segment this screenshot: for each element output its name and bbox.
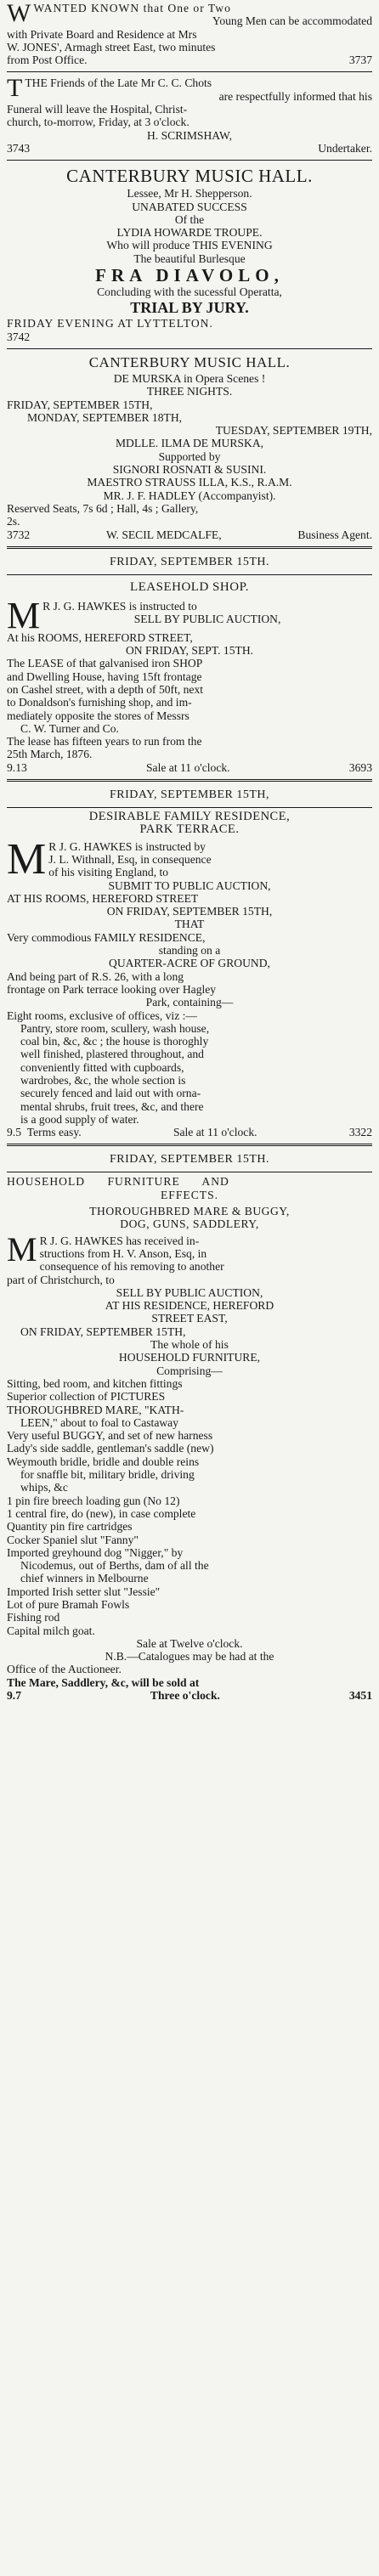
list-item: 1 central fire, do (new), in case complete [7,1506,196,1520]
divider [7,807,372,808]
singer: MDLLE. ILMA DE MURSKA, [115,437,264,450]
nb-line: N.B.—Catalogues may be had at the [105,1650,274,1664]
list-item: Capital milch goat. [7,1624,95,1637]
very-line: Very commodious FAMILY RESIDENCE, [7,930,206,944]
supported-by: Supported by [158,449,221,463]
ad-music-hall-troupe [7,165,372,343]
that-line: THAT [174,918,205,931]
ad-music-hall-murska [7,353,372,541]
body-line: The lease has fifteen years to run from the [7,735,202,749]
troupe-name: LYDIA HOWARDE TROUPE. [116,226,263,240]
sell-line: SELL BY PUBLIC AUCTION, [116,1285,263,1299]
three-nights: THREE NIGHTS. [146,385,233,398]
body-line: C. W. Turner and Co. [20,721,119,735]
ad-number: 3322 [348,1126,372,1139]
sale-title: EFFECTS. [160,1188,219,1201]
ad-number: 3737 [348,54,372,67]
rooms-line: AT HIS ROOMS, HEREFORD STREET [7,891,199,905]
comprising: Comprising— [156,1364,223,1377]
ad2-line: are respectfully informed that his [218,89,372,103]
burlesque: The beautiful Burlesque [133,251,246,265]
ad-funeral-notice [7,76,372,155]
list-item: whips, &c [20,1481,68,1494]
body-line: on Cashel street, with a depth of 50ft, next [7,682,204,696]
ad1-line: with Private Board and Residence at Mrs [7,27,197,41]
prices: Reserved Seats, 7s 6d ; Hall, 4s ; Gallery, [7,501,199,515]
agent-name: W. SECIL MEDCALFE, [105,528,222,541]
residence-line: AT HIS RESIDENCE, HEREFORD [105,1299,274,1313]
dropcap: M [7,1229,37,1268]
street-line: STREET EAST, [151,1312,228,1325]
intro-line: of his visiting England, to [48,866,169,879]
intro-line: R J. G. HAWKES is instructed by [48,839,206,853]
ad-leasehold-shop [7,553,372,774]
list-item: Imported Irish setter slut "Jessie" [7,1585,161,1598]
ad-heading: CANTERBURY MUSIC HALL. [88,353,291,370]
concluding: Concluding with the sucessful Operatta, [97,285,282,299]
eight-rooms: Eight rooms, exclusive of offices, viz :— [7,1008,197,1022]
date-tue: TUESDAY, SEPTEMBER 19TH, [215,424,372,438]
ad-family-residence [7,786,372,1138]
newspaper-column [7,0,372,1702]
body-line: and Dwelling House, having 15ft frontage [7,669,202,683]
lessee: Lessee, Mr H. Shepperson. [127,187,252,201]
will-produce: Who will produce THIS EVENING [106,239,273,252]
rooms-detail: coal bin, &c, &c ; the house is thoroghly [20,1035,209,1048]
rooms-detail: conveniently fitted with cupboards, [20,1060,184,1074]
agent-title: Business Agent. [297,528,372,541]
rooms-detail: securely fenced and laid out with orna- [20,1087,201,1100]
rooms-line: At his ROOMS, HEREFORD STREET, [7,630,193,644]
success-line: UNABATED SUCCESS [132,200,247,213]
standing-line: standing on a [158,944,221,958]
rooms-detail: Pantry, store room, scullery, wash house, [20,1021,210,1035]
body-line: frontage on Park terrace looking over Hagley [7,982,217,996]
ad-number: 3743 [7,141,31,155]
dropcap: T [7,74,23,103]
sale-title: DOG, GUNS, SADDLERY, [120,1217,259,1231]
sale-title: LEASEHOLD SHOP. [129,579,249,594]
divider [7,546,372,549]
body-line: to Donaldson's furnishing shop, and im- [7,696,192,709]
ad-code: 9.13 [7,760,27,774]
rooms-detail: well finished, plastered throughout, and [20,1048,204,1061]
body-line: And being part of R.S. 26, with a long [7,969,184,983]
divider [7,1144,372,1146]
list-item: 1 pin fire breech loading gun (No 12) [7,1494,180,1507]
list-item: Fishing rod [7,1611,60,1624]
list-item: Nicodemus, out of Berths, dam of all the [20,1559,209,1573]
divider [7,574,372,575]
dropcap: M [7,834,47,884]
ad-household-furniture [7,1150,372,1702]
ad2-line: church, to-morrow, Friday, at 3 o'clock. [7,116,190,129]
sale-title: PARK TERRACE. [139,822,240,837]
sale-title: THOROUGHBRED MARE & BUGGY, [89,1205,290,1218]
maestro: MAESTRO STRAUSS ILLA, K.S., R.A.M. [87,476,292,489]
accompanyist: MR. J. F. HADLEY (Accompanyist). [103,489,276,502]
list-item: Sitting, bed room, and kitchen fittings [7,1376,183,1390]
intro-line: part of Christchurch, to [7,1273,115,1286]
undertaker-name: H. SCRIMSHAW, [146,128,232,142]
list-item: Imported greyhound dog "Nigger," by [7,1545,184,1559]
rooms-detail: is a good supply of water. [20,1112,139,1126]
intro-line: R J. G. HAWKES is instructed to [42,599,197,613]
ad1-line: W. JONES', Armagh street East, two minutes [7,40,216,54]
show-title: FRA DIAVOLO, [95,265,284,286]
list-item: Superior collection of PICTURES [7,1390,166,1404]
ad-number: 3742 [7,330,31,343]
ad-number: 3732 [7,528,31,541]
list-item: LEEN," about to foal to Castaway [20,1415,178,1429]
household-furniture: HOUSEHOLD FURNITURE, [118,1351,261,1364]
list-item: Weymouth bridle, bridle and double reins [7,1455,200,1468]
list-item: Cocker Spaniel slut "Fanny" [7,1533,139,1546]
quarter-acre: QUARTER-ACRE OF GROUND, [109,957,270,970]
ad2-first: THE Friends of the Late Mr C. C. Chots [25,76,212,90]
undertaker-title: Undertaker. [318,141,372,155]
ad1-first: WANTED KNOWN that One or Two [33,2,231,14]
ad-wanted-known [7,2,372,66]
whole-line: The whole of his [150,1338,229,1352]
dropcap: M [7,594,41,636]
sale-time: Sale at Twelve o'clock. [136,1636,243,1650]
of-the: Of the [174,212,205,226]
ad-code: 9.5 [7,1126,21,1139]
terms: Terms easy. [26,1126,82,1139]
list-item: for snaffle bit, military bridle, driving [20,1468,195,1482]
body-line: 25th March, 1876. [7,748,93,761]
ad1-line: Young Men can be accommodated [212,14,372,28]
prices-cont: 2s. [7,515,20,528]
mare-line: The Mare, Saddlery, &c, will be sold at [7,1675,200,1689]
ad2-line: Funeral will leave the Hospital, Christ- [7,103,188,116]
divider [7,779,372,782]
intro-line: SELL BY PUBLIC AUCTION, [133,613,281,626]
ad-heading: CANTERBURY MUSIC HALL. [66,166,313,187]
rooms-detail: mental shrubs, fruit trees, &c, and there [20,1099,204,1113]
list-item: Very useful BUGGY, and set of new harness [7,1429,213,1443]
sale-date: FRIDAY, SEPTEMBER 15TH. [109,1153,270,1167]
date-fri: FRIDAY, SEPTEMBER 15TH, [7,398,153,411]
signori: SIGNORI ROSNATI & SUSINI. [112,463,267,477]
submit-line: SUBMIT TO PUBLIC AUCTION, [108,878,271,892]
sale-title: DESIRABLE FAMILY RESIDENCE, [88,810,291,824]
body-line: The LEASE of that galvanised iron SHOP [7,657,203,670]
divider [7,160,372,161]
nb-line: Office of the Auctioneer. [7,1663,122,1676]
sale-date: FRIDAY, SEPTEMBER 15TH. [109,555,270,568]
sale-time: Sale at 11 o'clock. [146,760,230,774]
list-item: chief winners in Melbourne [20,1572,149,1585]
rooms-detail: wardrobes, &c, the whole section is [20,1074,186,1087]
body-line: mediately opposite the stores of Messrs [7,709,190,722]
intro-line: structions from H. V. Anson, Esq, in [39,1246,207,1260]
date-mon: MONDAY, SEPTEMBER 18TH, [27,410,183,424]
ad-code: 9.7 [7,1689,21,1703]
list-item: Lady's side saddle, gentleman's saddle (new) [7,1442,214,1455]
three-oclock: Three o'clock. [150,1689,220,1703]
sale-date: FRIDAY, SEPTEMBER 15TH, [109,788,270,802]
ad1-last: from Post Office. [7,54,88,67]
operetta-title: TRIAL BY JURY. [130,299,249,317]
sale-title: HOUSEHOLD FURNITURE AND [7,1175,229,1189]
ad-number: 3451 [348,1689,372,1703]
on-date: ON FRIDAY, SEPTEMBER 15TH, [20,1325,186,1338]
sale-time: Sale at 11 o'clock. [173,1126,257,1139]
friday-line: FRIDAY EVENING AT LYTTELTON. [7,317,213,330]
on-date: ON FRIDAY, SEPT. 15TH. [125,644,254,658]
list-item: THOROUGHBRED MARE, "KATH- [7,1403,184,1416]
divider [7,71,372,72]
ad-number: 3693 [348,760,372,774]
dropcap: W [7,0,31,27]
list-item: Quantity pin fire cartridges [7,1520,133,1534]
divider [7,348,372,349]
intro-line: R J. G. HAWKES has received in- [39,1234,200,1247]
murska-line: DE MURSKA in Opera Scenes ! [113,371,266,385]
intro-line: consequence of his removing to another [39,1260,224,1274]
on-date: ON FRIDAY, SEPTEMBER 15TH, [106,905,273,918]
intro-line: J. L. Withnall, Esq, in consequence [48,852,212,866]
list-item: Lot of pure Bramah Fowls [7,1597,130,1611]
body-line: Park, containing— [145,996,234,1009]
